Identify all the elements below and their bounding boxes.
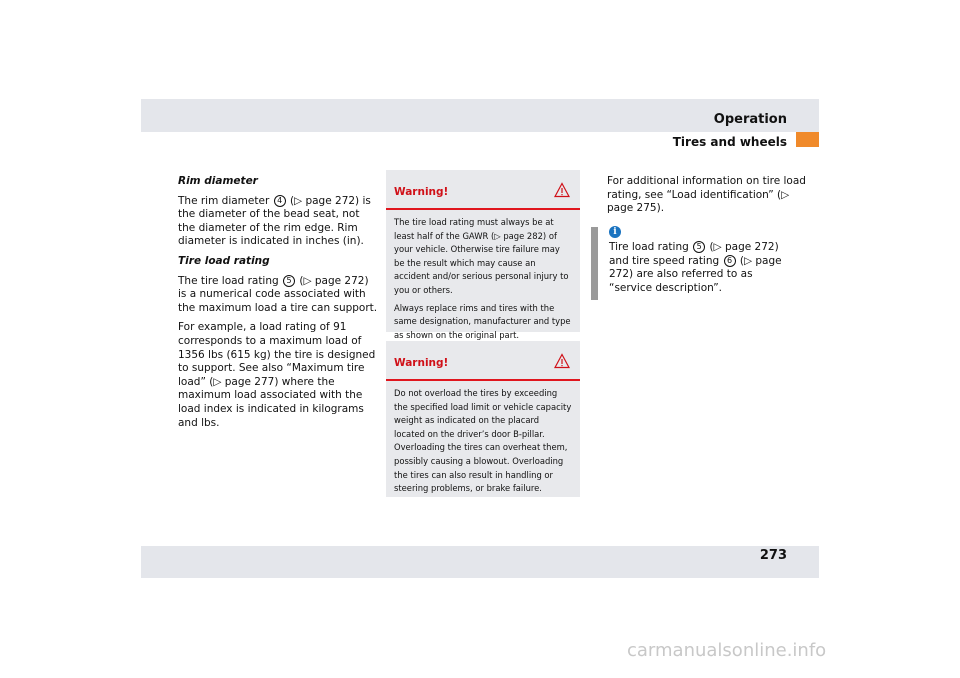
warning-triangle-icon (554, 353, 570, 369)
load-example-text: For example, a load rating of 91 corresponds to a maximum load of 1356 lbs (615 kg) the tire is designed to support. See also “Maximum tire load” (▷ page 277) where the maximum load associated with the load index is indicated in kilograms and lbs. (178, 321, 376, 429)
section-title: Tires and wheels (672, 135, 787, 149)
warning-triangle-icon (554, 182, 570, 198)
rim-text-b: (▷ page 272) is the diameter of the bead seat, not the diameter of the rim edge. Rim diameter is indicated in inches (in). (178, 194, 371, 248)
callout-number-4: 4 (274, 195, 286, 207)
additional-info-text: For additional information on tire load rating, see “Load identification” (▷ page 275). (607, 175, 806, 215)
warning-body (386, 210, 580, 342)
info-text-b: (▷ page 272) and tire speed rating (609, 241, 779, 267)
warning-box-overload (386, 341, 580, 497)
rim-diameter-text (178, 195, 378, 249)
warning-header (386, 170, 580, 210)
warning-box-load-rating (386, 170, 580, 340)
rim-text-a: The rim diameter (178, 194, 273, 207)
info-text-c: (▷ page 272) are also referred to as “service description”. (609, 254, 782, 294)
info-note (591, 223, 797, 300)
load-text-b: (▷ page 272) is a numerical code associated with the maximum load a tire can support. (178, 274, 378, 314)
info-icon: i (609, 226, 621, 238)
watermark-text: carmanualsonline.info (627, 640, 827, 661)
info-bar (591, 227, 598, 300)
right-column (607, 175, 807, 222)
warning-body (386, 381, 580, 496)
left-column (178, 175, 378, 436)
warning-title: Warning! (394, 357, 449, 369)
callout-number-5: 5 (283, 275, 295, 287)
warning-paragraph: Always replace rims and tires with the same designation, manufacturer and type as shown on the original part. (394, 302, 571, 340)
tire-load-heading: Tire load rating (178, 254, 270, 267)
page-number: 273 (759, 548, 787, 563)
rim-diameter-heading: Rim diameter (178, 175, 258, 187)
footer-band (141, 546, 819, 578)
callout-number-6: 6 (724, 255, 736, 267)
warning-paragraph: The tire load rating must always be at least half of the GAWR (▷ page 282) of your vehicle. Otherwise tire failure may be the result which may cause an accident and/or serious personal injury to you or others. (394, 217, 569, 295)
load-text-a: The tire load rating (178, 274, 283, 287)
info-text-a: Tire load rating (609, 241, 693, 253)
chapter-title: Operation (713, 112, 787, 127)
warning-paragraph: Do not overload the tires by exceeding the specified load limit or vehicle capacity weight as indicated on the placard located on the driver’s door B-pillar. Overloading the tires can overheat them, possibly causing a blowout. Overloading the tires can also result in handling or steering problems, or brake failure. (394, 388, 572, 494)
tire-load-text (178, 275, 378, 316)
callout-number-5: 5 (693, 241, 705, 253)
section-tab-marker (796, 132, 819, 147)
warning-title: Warning! (394, 186, 449, 198)
info-text (609, 241, 797, 295)
warning-header (386, 341, 580, 381)
